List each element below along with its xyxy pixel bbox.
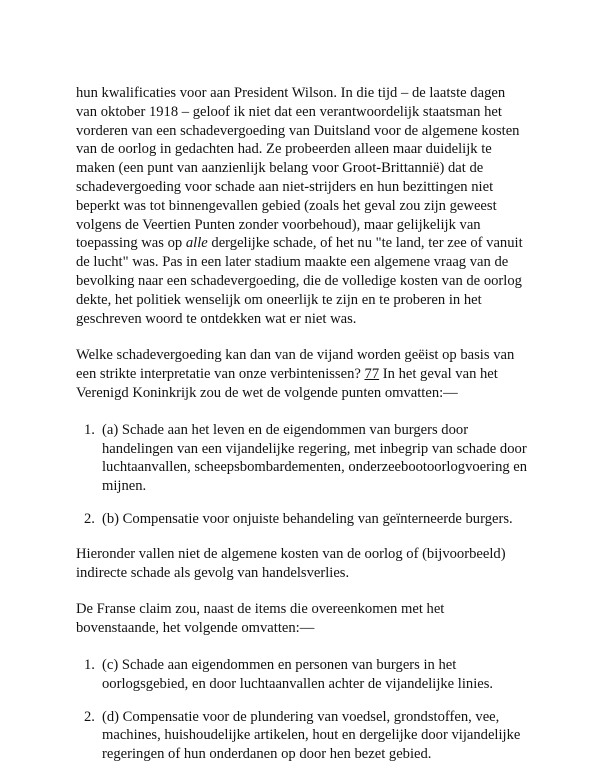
list-item [76, 510, 528, 529]
list-item-number: 2. [84, 708, 95, 725]
document-page [76, 84, 528, 780]
list-item-number: 1. [84, 656, 95, 673]
paragraph-text: hun kwalificaties voor aan President Wilson. In die tijd – de laatste dagen van oktober 1918 – geloof ik niet dat een verantwoordelijk staatsman het vorderen van een schadevergoeding van Duitsland voor de algemene kosten van de oorlog in gedachten had. Ze probeerden alleen maar duidelijk te maken (een punt van aanzienlijk belang voor Groot-Brittannië) dat de schadevergoeding voor schade aan niet-strijders en hun bezittingen niet beperkt was tot binnengevallen gebied (zoals het geval zou zijn geweest volgens de Veertien Punten zonder voorbehoud), maar gelijkelijk van toepassing was op [76, 85, 520, 252]
list-item-text: (b) Compensatie voor onjuiste behandeling van geïnterneerde burgers. [102, 510, 513, 527]
list-item-number: 1. [84, 421, 95, 438]
paragraph-french-claim: De Franse claim zou, naast de items die overeenkomen met het bovenstaande, het volgende omvatten:— [76, 601, 445, 637]
paragraph-text: dergelijke schade, of het nu "te land, ter zee of vanuit de lucht" was. Pas in een later stadium maakte een algemene vraag van de bevolking naar een schadevergoeding, die de volledige kosten van de oorlog dekte, het politiek wenselijk om oneerlijk te zijn en te proberen in het geschreven woord te ontdekken wat er niet was. [76, 235, 523, 327]
list-item-text: (d) Compensatie voor de plundering van voedsel, grondstoffen, vee, machines, huishoudelijke artikelen, hout en dergelijke door vijandelijke regeringen of hun onderdanen op door hen bezet gebied. [102, 708, 521, 763]
list-item [76, 708, 528, 764]
footnote-link-77[interactable]: 77 [364, 366, 380, 383]
list-item [76, 656, 528, 694]
paragraph-wilson [76, 84, 528, 328]
paragraph-text: Welke schadevergoeding kan dan van de vijand worden geëist op basis van een strikte interpretatie van onze verbintenissen? [76, 347, 515, 383]
list-item-number: 2. [84, 510, 95, 527]
paragraph-text: In het geval van het Verenigd Koninkrijk zou de wet de volgende punten omvatten:— [76, 366, 498, 401]
uk-claims-list [76, 421, 528, 529]
paragraph-exclusions: Hieronder vallen niet de algemene kosten van de oorlog of (bijvoorbeeld) indirecte schade als gevolg van handelsverlies. [76, 545, 506, 581]
emphasis-alle: alle [185, 235, 208, 252]
french-claims-list [76, 656, 528, 764]
list-item [76, 421, 528, 496]
paragraph-question [76, 346, 528, 402]
list-item-text: (a) Schade aan het leven en de eigendommen van burgers door handelingen van een vijandelijke regering, met inbegrip van schade door luchtaanvallen, scheepsbombardementen, onderzeebootoorlogvoering en mijnen. [102, 421, 528, 495]
list-item-text: (c) Schade aan eigendommen en personen van burgers in het oorlogsgebied, en door luchtaanvallen achter de vijandelijke linies. [102, 656, 494, 692]
